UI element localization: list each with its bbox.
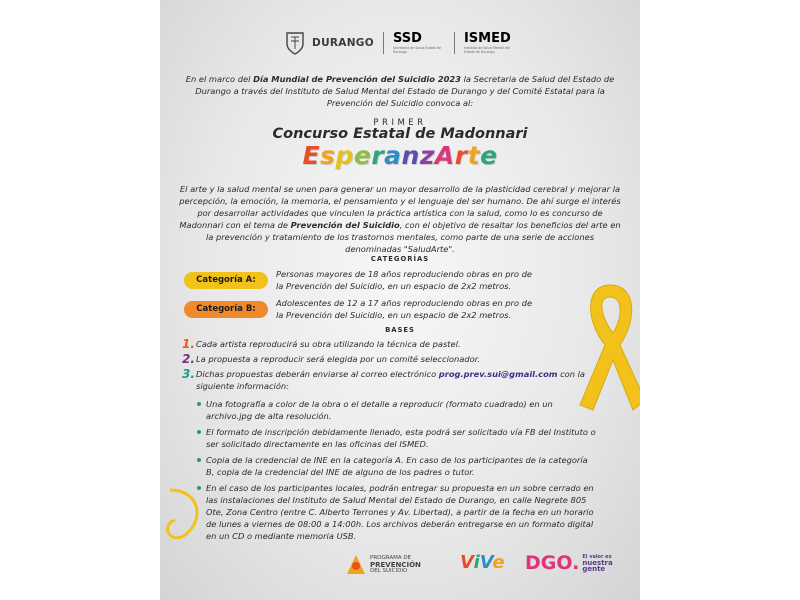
footer-logos (160, 548, 640, 588)
logo-divider (383, 32, 384, 54)
bullet-text: Una fotografía a color de la obra o el detalle a reproducir (formato cuadrado) en un archivo.jpg de alta resolución. (206, 399, 553, 421)
list-item (197, 482, 597, 542)
description-text: , con el objetivo de resaltar los beneficios del arte en la prevención y tratamiento de los trastornos mentales, como parte de una serie de acciones denominadas "SaludArte". (205, 220, 621, 254)
list-item (197, 454, 597, 478)
ismed-label: ISMED (463, 30, 511, 46)
dgo-tag-line: nuestra (582, 559, 613, 567)
programa-line: PREVENCIÓN (370, 560, 421, 569)
durango-label: DURANGO (312, 37, 374, 49)
esperanzarte-logo: EsperanzArte (302, 141, 498, 170)
email-link[interactable]: prog.prev.sui@gmail.com (438, 369, 558, 379)
durango-logo (284, 30, 374, 56)
intro-text: la Secretaria de Salud del Estado de Durango a través del Instituto de Salud Mental del Estado de Durango y del Comité Estatal para la Prevención del Suicidio convoca al: (195, 74, 615, 108)
poster (160, 0, 640, 600)
category-b-badge: Categoría B: (184, 301, 268, 318)
dgo-logo (525, 552, 613, 574)
base-number: 1. (182, 337, 195, 351)
dgo-tagline (582, 554, 612, 572)
vive-logo: ViVe (460, 552, 505, 573)
list-item (197, 398, 597, 422)
bullet-text: Copia de la credencial de INE en la categoría A. En caso de los participantes de la categoría B, copia de la credencial del INE de alguno de los padres o tutor. (206, 455, 588, 477)
bullet-icon (197, 430, 201, 434)
ssd-logo (393, 32, 445, 55)
dgo-tag-line: El valor es (582, 554, 612, 560)
header-logos (160, 30, 640, 56)
list-item (197, 426, 597, 450)
intro-highlight: Día Mundial de Prevención del Suicidio 2023 (253, 74, 461, 84)
description-text: El arte y la salud mental se unen para generar un mayor desarrollo de la plasticidad cerebral y mejorar la percepción, la emoción, la memoria, el pensamiento y el lenguaje del ser humano. De ahí surge el interés por desarrollar actividades que vinculen la práctica artística con la salud, como lo es concurso de Madonnari con el tema de (179, 184, 621, 230)
bullet-text: En el caso de los participantes locales, podrán entregar su propuesta en un sobre cerrado en las instalaciones del Instituto de Salud Mental del Estado de Durango, en calle Negrete 805 Ote, Zona Centro (entre C. Alberto Terrones y Av. Libertad), a partir de la fecha en un horario de lunes a viernes de 08:00 a 14:00h. Los archivos deberán entregarse en un formato digital en un CD o mediante memoria USB. (206, 483, 594, 541)
dgo-label: DGO. (525, 552, 580, 574)
category-b-text: Adolescentes de 12 a 17 años reproduciendo obras en pro de la Prevención del Suicidio, en un espacio de 2x2 metros. (276, 298, 533, 320)
bullet-icon (197, 402, 201, 406)
bullet-icon (197, 458, 201, 462)
ssd-label: SSD (392, 30, 422, 46)
description-highlight: Prevención del Suicidio (290, 220, 400, 230)
base-item-3 (182, 368, 602, 392)
dgo-tag-line: gente (582, 565, 606, 573)
base-item-2 (182, 353, 602, 365)
hands-heart-icon (345, 552, 367, 578)
category-a-text: Personas mayores de 18 años reproduciendo obras en pro de la Prevención del Suicidio, en un espacio de 2x2 metros. (276, 269, 532, 291)
categories-heading: CATEGORÍAS (370, 255, 430, 263)
programa-logo (345, 552, 421, 578)
category-a-badge: Categoría A: (184, 272, 268, 289)
intro-paragraph (174, 73, 626, 109)
base-text-part: con la siguiente información: (196, 369, 585, 391)
ismed-sublabel: Instituto de Salud Mental del Estado de Durango (463, 45, 510, 54)
base-item-1 (182, 338, 602, 350)
base-text (196, 368, 596, 392)
bullet-text: El formato de inscripción debidamente llenado, esta podrá ser solicitado vía FB del Instituto o ser solicitado directamente en las oficinas del ISMED. (206, 427, 596, 449)
base-text: Cada artista reproducirá su obra utilizando la técnica de pastel. (196, 339, 461, 349)
base-number: 2. (182, 352, 195, 366)
description-paragraph (178, 183, 622, 255)
category-b (184, 297, 604, 321)
ssd-sublabel: Secretaría de Salud Estado de Durango (392, 45, 442, 54)
programa-label (370, 555, 421, 575)
base-number: 3. (182, 367, 195, 381)
category-a (184, 268, 604, 292)
ismed-logo (464, 32, 516, 55)
intro-text: En el marco del (185, 74, 254, 84)
programa-line: PROGRAMA DE (370, 555, 412, 562)
base-text-part: Dichas propuestas deberán enviarse al correo electrónico (196, 369, 439, 379)
bullet-icon (197, 486, 201, 490)
contest-title: Concurso Estatal de Madonnari (272, 126, 528, 142)
base-text: La propuesta a reproducir será elegida por un comité seleccionador. (196, 354, 480, 364)
primer-label: PRIMER (373, 118, 427, 128)
programa-line: DEL SUICIDIO (370, 568, 408, 575)
crest-icon (284, 30, 306, 56)
bases-heading: BASES (385, 326, 415, 334)
logo-divider (454, 32, 455, 54)
